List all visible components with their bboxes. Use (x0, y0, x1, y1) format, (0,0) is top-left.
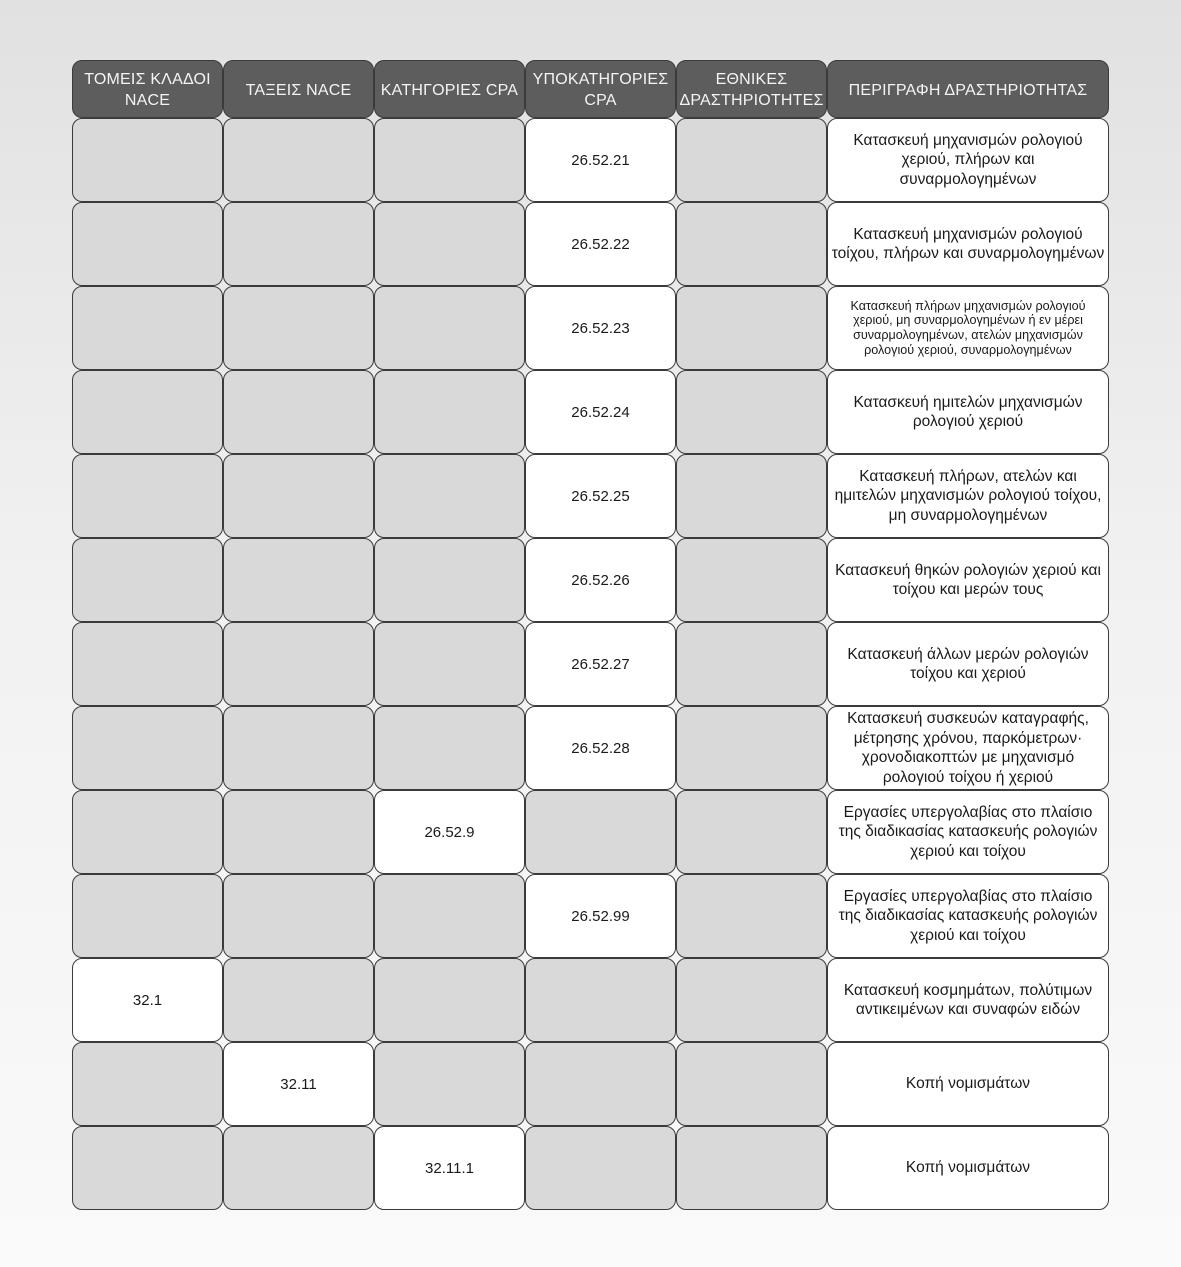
cell-cpa-subcategory: 26.52.27 (525, 622, 676, 706)
cell-nace-class (223, 286, 374, 370)
cell-cpa-subcategory (525, 1042, 676, 1126)
cell-nace-sector (72, 1042, 223, 1126)
cell-national-activity (676, 1042, 827, 1126)
cell-cpa-category (374, 706, 525, 790)
cell-nace-sector (72, 622, 223, 706)
cell-activity-description: Κοπή νομισμάτων (827, 1126, 1109, 1210)
cell-nace-class (223, 622, 374, 706)
cell-nace-class (223, 370, 374, 454)
header-activity-description: ΠΕΡΙΓΡΑΦΗ ΔΡΑΣΤΗΡΙΟΤΗΤΑΣ (827, 60, 1109, 118)
cell-cpa-category (374, 286, 525, 370)
header-cpa-subcategory: ΥΠΟΚΑΤΗΓΟΡΙΕΣ CPA (525, 60, 676, 118)
cell-nace-class: 32.11 (223, 1042, 374, 1126)
cell-nace-class (223, 202, 374, 286)
cell-nace-class (223, 874, 374, 958)
cell-nace-class (223, 118, 374, 202)
cell-activity-description: Κατασκευή συσκευών καταγραφής, μέτρησης χρόνου, παρκόμετρων· χρονοδιακοπτών με μηχανισμό ρολογιού τοίχου ή χεριού (827, 706, 1109, 790)
cell-cpa-subcategory: 26.52.99 (525, 874, 676, 958)
cell-national-activity (676, 118, 827, 202)
header-nace-class: ΤΑΞΕΙΣ NACE (223, 60, 374, 118)
cell-national-activity (676, 370, 827, 454)
cell-activity-description: Κατασκευή άλλων μερών ρολογιών τοίχου και χεριού (827, 622, 1109, 706)
cell-cpa-subcategory: 26.52.25 (525, 454, 676, 538)
cell-cpa-category (374, 622, 525, 706)
cell-nace-sector (72, 706, 223, 790)
cell-national-activity (676, 1126, 827, 1210)
cell-cpa-category (374, 538, 525, 622)
cell-cpa-subcategory: 26.52.22 (525, 202, 676, 286)
cell-activity-description: Κατασκευή μηχανισμών ρολογιού χεριού, πλήρων και συναρμολογημένων (827, 118, 1109, 202)
cell-cpa-category (374, 874, 525, 958)
cell-activity-description: Κοπή νομισμάτων (827, 1042, 1109, 1126)
cell-nace-sector (72, 538, 223, 622)
cell-cpa-category: 26.52.9 (374, 790, 525, 874)
cell-nace-class (223, 790, 374, 874)
cell-nace-class (223, 538, 374, 622)
cell-activity-description: Κατασκευή μηχανισμών ρολογιού τοίχου, πλήρων και συναρμολογημένων (827, 202, 1109, 286)
classification-table (72, 60, 1109, 1210)
cell-national-activity (676, 958, 827, 1042)
cell-nace-sector (72, 454, 223, 538)
cell-activity-description: Κατασκευή ημιτελών μηχανισμών ρολογιού χεριού (827, 370, 1109, 454)
cell-nace-sector (72, 1126, 223, 1210)
cell-nace-class (223, 958, 374, 1042)
cell-cpa-subcategory: 26.52.26 (525, 538, 676, 622)
cell-national-activity (676, 706, 827, 790)
cell-cpa-category (374, 958, 525, 1042)
cell-activity-description: Κατασκευή θηκών ρολογιών χεριού και τοίχου και μερών τους (827, 538, 1109, 622)
cell-national-activity (676, 622, 827, 706)
header-national-activity: ΕΘΝΙΚΕΣ ΔΡΑΣΤΗΡΙΟΤΗΤΕΣ (676, 60, 827, 118)
header-cpa-category: ΚΑΤΗΓΟΡΙΕΣ CPA (374, 60, 525, 118)
cell-national-activity (676, 286, 827, 370)
cell-nace-sector (72, 790, 223, 874)
cell-cpa-subcategory: 26.52.24 (525, 370, 676, 454)
cell-cpa-category (374, 454, 525, 538)
cell-cpa-subcategory (525, 1126, 676, 1210)
cell-nace-class (223, 454, 374, 538)
cell-national-activity (676, 454, 827, 538)
cell-cpa-subcategory (525, 790, 676, 874)
cell-cpa-category: 32.11.1 (374, 1126, 525, 1210)
cell-nace-sector (72, 118, 223, 202)
cell-nace-sector: 32.1 (72, 958, 223, 1042)
cell-nace-sector (72, 286, 223, 370)
cell-activity-description: Κατασκευή πλήρων, ατελών και ημιτελών μηχανισμών ρολογιού τοίχου, μη συναρμολογημένων (827, 454, 1109, 538)
header-nace-sector: ΤΟΜΕΙΣ ΚΛΑΔΟΙ NACE (72, 60, 223, 118)
cell-nace-class (223, 1126, 374, 1210)
cell-cpa-category (374, 202, 525, 286)
cell-national-activity (676, 538, 827, 622)
cell-cpa-category (374, 118, 525, 202)
cell-activity-description: Εργασίες υπεργολαβίας στο πλαίσιο της διαδικασίας κατασκευής ρολογιών χεριού και τοίχου (827, 874, 1109, 958)
cell-cpa-category (374, 370, 525, 454)
cell-nace-sector (72, 874, 223, 958)
cell-nace-class (223, 706, 374, 790)
cell-cpa-subcategory: 26.52.21 (525, 118, 676, 202)
cell-activity-description: Κατασκευή πλήρων μηχανισμών ρολογιού χεριού, μη συναρμολογημένων ή εν μέρει συναρμολογημένων, ατελών μηχανισμών ρολογιού χεριού, συναρμολογημένων (827, 286, 1109, 370)
cell-nace-sector (72, 370, 223, 454)
cell-activity-description: Κατασκευή κοσμημάτων, πολύτιμων αντικειμένων και συναφών ειδών (827, 958, 1109, 1042)
cell-national-activity (676, 874, 827, 958)
cell-cpa-category (374, 1042, 525, 1126)
cell-nace-sector (72, 202, 223, 286)
cell-cpa-subcategory: 26.52.28 (525, 706, 676, 790)
cell-cpa-subcategory: 26.52.23 (525, 286, 676, 370)
cell-national-activity (676, 790, 827, 874)
cell-national-activity (676, 202, 827, 286)
cell-cpa-subcategory (525, 958, 676, 1042)
cell-activity-description: Εργασίες υπεργολαβίας στο πλαίσιο της διαδικασίας κατασκευής ρολογιών χεριού και τοίχου (827, 790, 1109, 874)
